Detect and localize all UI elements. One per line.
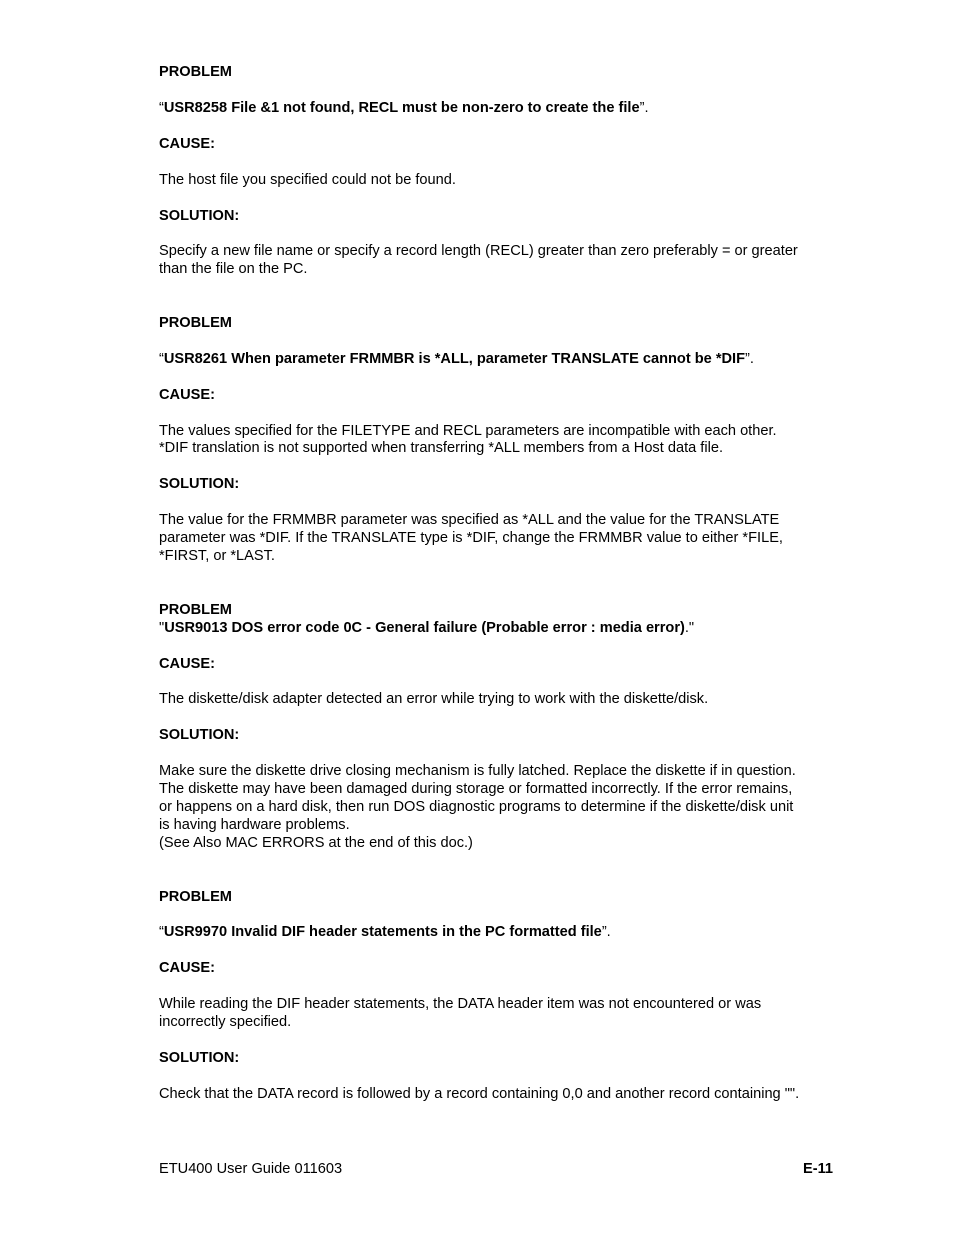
solution-heading: SOLUTION: bbox=[159, 1050, 240, 1066]
solution-heading: SOLUTION: bbox=[159, 727, 240, 743]
cause-text: The host file you specified could not be found. bbox=[159, 172, 456, 188]
footer-page-number: E-11 bbox=[802, 1161, 833, 1177]
cause-heading: CAUSE: bbox=[159, 960, 215, 976]
error-message: “USR8258 File &1 not found, RECL must be non-zero to create the file”. bbox=[159, 100, 649, 116]
solution-heading: SOLUTION: bbox=[159, 208, 240, 224]
cause-text: *DIF translation is not supported when transferring *ALL members from a Host data file. bbox=[159, 440, 724, 456]
problem-heading: PROBLEM bbox=[159, 315, 232, 331]
solution-text: The value for the FRMMBR parameter was specified as *ALL and the value for the TRANSLATE bbox=[159, 512, 780, 528]
problem-heading: PROBLEM bbox=[159, 889, 232, 905]
solution-text: Make sure the diskette drive closing mechanism is fully latched. Replace the diskette if in question. bbox=[159, 763, 796, 779]
error-message: “USR9970 Invalid DIF header statements in the PC formatted file”. bbox=[159, 924, 611, 940]
cause-text: The diskette/disk adapter detected an error while trying to work with the diskette/disk. bbox=[159, 691, 709, 707]
cause-text: The values specified for the FILETYPE and RECL parameters are incompatible with each other. bbox=[159, 423, 777, 439]
error-message: “USR8261 When parameter FRMMBR is *ALL, parameter TRANSLATE cannot be *DIF”. bbox=[159, 351, 754, 367]
solution-text: parameter was *DIF. If the TRANSLATE type is *DIF, change the FRMMBR value to either *FILE, bbox=[159, 530, 783, 546]
footer-document-title: ETU400 User Guide 011603 bbox=[159, 1161, 343, 1177]
solution-text: The diskette may have been damaged during storage or formatted incorrectly. If the error remains, bbox=[159, 781, 793, 797]
solution-heading: SOLUTION: bbox=[159, 476, 240, 492]
solution-text: Specify a new file name or specify a record length (RECL) greater than zero preferably = or greater bbox=[159, 243, 798, 259]
cause-text: While reading the DIF header statements, the DATA header item was not encountered or was bbox=[159, 996, 762, 1012]
cause-heading: CAUSE: bbox=[159, 136, 215, 152]
solution-text: (See Also MAC ERRORS at the end of this doc.) bbox=[159, 835, 473, 851]
solution-text: or happens on a hard disk, then run DOS diagnostic programs to determine if the diskette/disk unit bbox=[159, 799, 794, 815]
solution-text: *FIRST, or *LAST. bbox=[159, 548, 275, 564]
problem-heading: PROBLEM bbox=[159, 602, 232, 618]
cause-heading: CAUSE: bbox=[159, 387, 215, 403]
solution-text: than the file on the PC. bbox=[159, 261, 308, 277]
solution-text: Check that the DATA record is followed by a record containing 0,0 and another record containing "". bbox=[159, 1086, 800, 1102]
error-message: "USR9013 DOS error code 0C - General failure (Probable error : media error)." bbox=[159, 620, 695, 636]
solution-text: is having hardware problems. bbox=[159, 817, 350, 833]
cause-text: incorrectly specified. bbox=[159, 1014, 292, 1030]
problem-heading: PROBLEM bbox=[159, 64, 232, 80]
cause-heading: CAUSE: bbox=[159, 656, 215, 672]
